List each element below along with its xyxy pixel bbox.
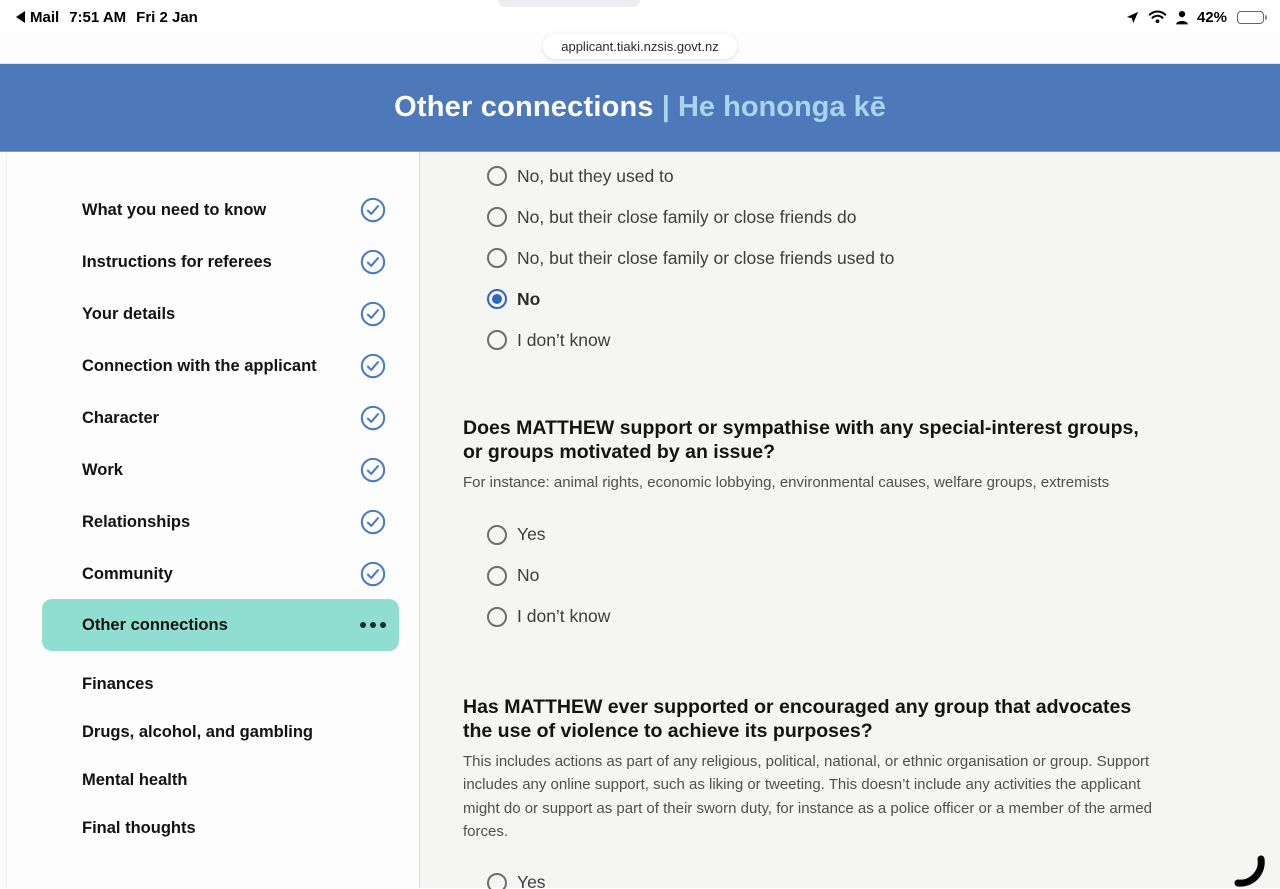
sidebar-item-your-details[interactable] [42,301,399,327]
radio-icon[interactable] [487,248,507,268]
page-header [0,64,1280,152]
date-label: Fri 2 Jan [136,8,198,26]
question-2-options [463,523,1163,629]
question-1-options [463,164,1240,352]
question-3-options [463,871,1163,889]
radio-option-label: No, but their close family or close friends used to [517,247,895,268]
sidebar-item-relationships[interactable] [42,509,399,535]
sidebar-item-label: Connection with the applicant [82,357,317,375]
radio-icon[interactable] [487,330,507,350]
wifi-icon [1148,10,1167,24]
radio-option-label: Yes [517,524,546,544]
radio-option[interactable] [463,871,1163,889]
check-circle-icon [360,509,386,535]
sidebar-item-instructions-for-referees[interactable] [42,249,399,275]
title-separator: | [653,91,678,123]
radio-icon[interactable] [487,207,507,227]
url-text: applicant.tiaki.nzsis.govt.nz [561,39,719,54]
radio-selected-icon[interactable] [487,289,507,309]
radio-option[interactable] [463,523,1163,547]
radio-option[interactable] [463,246,1240,270]
radio-icon[interactable] [487,873,507,889]
ellipsis-icon [360,622,386,628]
radio-icon[interactable] [487,607,507,627]
sidebar-item-label: Mental health [82,771,188,789]
battery-icon [1237,11,1264,24]
radio-option[interactable] [463,164,1240,188]
sidebar-item-label: Other connections [82,616,228,634]
left-gutter [0,152,7,888]
sidebar-item-label: Relationships [82,513,191,531]
sidebar-item-other-connections[interactable] [42,599,399,651]
page-title: Other connections [394,91,654,123]
question-violent-group-support [463,695,1163,889]
sidebar-item-label: Work [82,461,123,479]
question-title: Has MATTHEW ever supported or encouraged any group that advocates the use of violence to achieve its purposes? [463,695,1132,742]
page-title-maori: He hononga kē [677,91,886,123]
sidebar-item-label: Character [82,409,160,427]
sidebar-item-label: What you need to know [82,201,267,219]
address-bar[interactable] [543,34,737,59]
back-triangle-icon [16,11,25,23]
clock-label: 7:51 AM [69,8,127,26]
question-hint: This includes actions as part of any religious, political, national, or ethnic organisation or group. Support includes any online support, such as liking or tweeting. This doesn’t include any activities the applicant might do or support as part of their sworn duty, for instance as a police officer or a member of the armed forces. [463,752,1152,840]
question-special-interest-groups [463,416,1163,629]
section-nav [7,152,420,888]
radio-option-label: No [517,288,541,309]
person-icon [1175,10,1189,25]
sidebar-item-label: Finances [82,675,154,693]
radio-option[interactable] [463,205,1240,229]
radio-option-label: No, but their close family or close friends do [517,206,857,227]
question-title: Does MATTHEW support or sympathise with any special-interest groups, or groups motivated by an issue? [463,417,1139,463]
radio-option-label: Yes [517,872,546,889]
sidebar-item-work[interactable] [42,457,399,483]
page-body [0,152,1280,888]
back-to-app-button[interactable] [16,9,59,26]
radio-icon[interactable] [487,166,507,186]
form-content [420,152,1280,888]
sidebar-item-finances[interactable] [42,673,399,695]
radio-option-selected[interactable] [463,287,1240,311]
loading-arc-icon [1228,849,1266,889]
radio-option[interactable] [463,564,1163,588]
radio-option-label: No [517,565,540,585]
sidebar-item-label: Community [82,565,173,583]
sidebar-item-community[interactable] [42,561,399,587]
radio-option-label: I don’t know [517,606,611,626]
radio-option-label: I don’t know [517,329,611,350]
sidebar-item-label: Final thoughts [82,819,196,837]
browser-toolbar [0,30,1280,64]
location-arrow-icon [1125,10,1140,25]
check-circle-icon [360,561,386,587]
sidebar-item-what-you-need-to-know[interactable] [42,197,399,223]
radio-option[interactable] [463,328,1240,352]
back-app-label: Mail [30,8,60,26]
sidebar-item-label: Your details [82,305,176,323]
check-circle-icon [360,405,386,431]
radio-option-label: No, but they used to [517,165,674,186]
battery-percent-label: 42% [1196,8,1227,26]
sidebar-item-final-thoughts[interactable] [42,817,399,839]
status-bar [0,0,1280,30]
question-hint: For instance: animal rights, economic lobbying, environmental causes, welfare groups, extremists [463,474,1110,491]
sidebar-item-character[interactable] [42,405,399,431]
radio-icon[interactable] [487,566,507,586]
check-circle-icon [360,457,386,483]
check-circle-icon [360,197,386,223]
tab-remnant-bar [498,0,640,7]
sidebar-item-label: Instructions for referees [82,253,272,271]
radio-icon[interactable] [487,525,507,545]
sidebar-item-connection-with-applicant[interactable] [42,353,399,379]
check-circle-icon [360,249,386,275]
radio-option[interactable] [463,605,1163,629]
sidebar-item-drugs-alcohol-gambling[interactable] [42,721,399,743]
sidebar-item-mental-health[interactable] [42,769,399,791]
check-circle-icon [360,353,386,379]
check-circle-icon [360,301,386,327]
sidebar-item-label: Drugs, alcohol, and gambling [82,723,314,741]
